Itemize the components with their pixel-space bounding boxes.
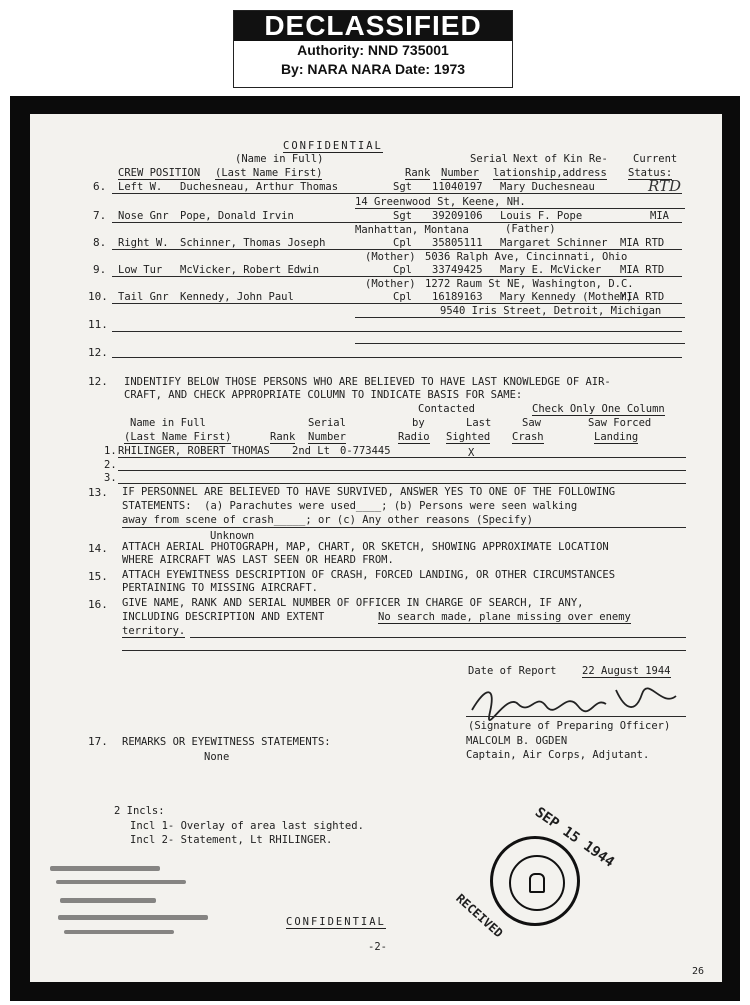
crew-address: 9540 Iris Street, Detroit, Michigan	[440, 305, 662, 317]
q12-saw: Saw	[522, 417, 541, 429]
crew-rank: Cpl	[393, 291, 412, 303]
row-number: 7.	[93, 209, 107, 222]
q12-serial: Serial	[308, 417, 346, 429]
item13-answer: Unknown	[210, 530, 255, 542]
crew-kin: Mary Duchesneau	[500, 181, 595, 193]
q12-number: Number	[308, 431, 346, 443]
crew-kin: Louis F. Pope	[500, 210, 583, 222]
officer-name: MALCOLM B. OGDEN	[466, 735, 568, 747]
item16-answer: territory.	[122, 625, 186, 637]
crew-address: 14 Greenwood St, Keene, NH.	[355, 196, 526, 208]
col-rank-header: Rank	[405, 167, 431, 179]
q12-row-number: 2.	[104, 459, 117, 471]
crew-status: MIA RTD	[620, 264, 665, 276]
col-crew-position-header: CREW POSITION	[118, 167, 201, 179]
stamp-by: By: NARA NARA Date: 1973	[280, 61, 466, 77]
crew-name: Pope, Donald Irvin	[180, 210, 294, 222]
q12-row-serial: 0-773445	[340, 445, 391, 457]
row-line	[112, 222, 682, 223]
item12-text: CRAFT, AND CHECK APPROPRIATE COLUMN TO INDICATE BASIS FOR SAME:	[124, 389, 523, 401]
crew-rank: Sgt	[393, 181, 412, 193]
crew-kin: Mary E. McVicker	[500, 264, 602, 276]
row-line	[122, 650, 686, 651]
crew-serial: 16189163	[432, 291, 483, 303]
crew-name: Duchesneau, Arthur Thomas	[180, 181, 339, 193]
row-line	[118, 470, 686, 471]
item-number: 14.	[88, 542, 108, 555]
col-kin-header: Next of Kin Re-	[513, 153, 608, 165]
q12-row-name: RHILINGER, ROBERT THOMAS	[118, 445, 270, 457]
item16-text: GIVE NAME, RANK AND SERIAL NUMBER OF OFFICER IN CHARGE OF SEARCH, IF ANY,	[122, 597, 584, 609]
row-number: 9.	[93, 263, 107, 276]
crew-position: Nose Gnr	[118, 210, 169, 222]
crew-relation: (Mother)	[365, 278, 416, 290]
q12-crash: Crash	[512, 431, 544, 443]
row-line	[112, 357, 682, 358]
q12-landing: Landing	[594, 431, 639, 443]
row-line	[355, 343, 685, 344]
item16-answer: No search made, plane missing over enemy	[378, 611, 631, 623]
q12-saw-forced: Saw Forced	[588, 417, 652, 429]
page-number: -2-	[368, 941, 387, 953]
item14-text: WHERE AIRCRAFT WAS LAST SEEN OR HEARD FROM.	[122, 554, 394, 566]
received-date: SEP 15 1944	[531, 804, 618, 871]
row-line	[112, 193, 682, 194]
row-line	[112, 249, 682, 250]
row-line	[355, 208, 685, 209]
q12-radio: Radio	[398, 431, 430, 443]
crew-serial: 39209106	[432, 210, 483, 222]
q12-row-number: 1.	[104, 445, 117, 457]
crew-kin: Mary Kennedy (Mother)	[500, 291, 633, 303]
faded-mark	[64, 930, 174, 934]
row-number: 12.	[88, 346, 108, 359]
crew-position: Right W.	[118, 237, 169, 249]
col-number-header: Number	[441, 167, 479, 179]
q12-check: Check Only One Column	[532, 403, 665, 415]
item16-text: INCLUDING DESCRIPTION AND EXTENT	[122, 611, 325, 623]
q12-name-full: Name in Full	[130, 417, 206, 429]
crew-position: Tail Gnr	[118, 291, 169, 303]
item15-text: PERTAINING TO MISSING AIRCRAFT.	[122, 582, 318, 594]
stamp-title: DECLASSIFIED	[234, 11, 512, 41]
crew-address: 1272 Raum St NE, Washington, D.C.	[425, 278, 634, 290]
faded-mark	[50, 866, 160, 871]
item17-answer: None	[204, 751, 230, 763]
crew-status: RTD	[648, 177, 682, 195]
crew-status: MIA RTD	[620, 237, 665, 249]
item-number: 13.	[88, 486, 108, 499]
stamp-emblem-icon	[529, 873, 545, 893]
corner-number: 26	[692, 966, 705, 977]
crew-rank: Cpl	[393, 264, 412, 276]
received-label: RECEIVED	[453, 891, 506, 941]
officer-title: Captain, Air Corps, Adjutant.	[466, 749, 650, 761]
col-serial-header: Serial	[470, 153, 508, 165]
row-number: 10.	[88, 290, 108, 303]
crew-relation: (Father)	[505, 223, 556, 235]
row-line	[118, 483, 686, 484]
col-last-first-header: (Last Name First)	[215, 167, 323, 179]
crew-rank: Sgt	[393, 210, 412, 222]
inclosures-heading: 2 Incls:	[114, 805, 165, 817]
crew-serial: 35805111	[432, 237, 483, 249]
crew-serial: 11040197	[432, 181, 483, 193]
crew-status: MIA	[650, 210, 669, 222]
q12-last-first: (Last Name First)	[124, 431, 232, 443]
faded-mark	[56, 880, 186, 884]
item13-text: IF PERSONNEL ARE BELIEVED TO HAVE SURVIVED, ANSWER YES TO ONE OF THE FOLLOWING	[122, 486, 616, 498]
crew-serial: 33749425	[432, 264, 483, 276]
q12-row-number: 3.	[104, 472, 117, 484]
q12-rank: Rank	[270, 431, 296, 443]
stamp-authority: Authority: NND 735001	[297, 42, 449, 58]
item12-text: INDENTIFY BELOW THOSE PERSONS WHO ARE BELIEVED TO HAVE LAST KNOWLEDGE OF AIR-	[124, 376, 611, 388]
footer-confidential: CONFIDENTIAL	[286, 916, 386, 928]
signature-caption: (Signature of Preparing Officer)	[468, 720, 671, 732]
row-line	[190, 637, 686, 638]
row-number: 8.	[93, 236, 107, 249]
signature-line	[466, 716, 686, 717]
crew-address: Manhattan, Montana	[355, 224, 469, 236]
crew-status: MIA RTD	[620, 291, 665, 303]
item-number: 16.	[88, 598, 108, 611]
crew-kin: Margaret Schinner	[500, 237, 608, 249]
header-confidential: CONFIDENTIAL	[283, 140, 383, 152]
col-current-header: Current	[633, 153, 678, 165]
row-line	[112, 303, 682, 304]
crew-position: Low Tur	[118, 264, 163, 276]
received-stamp	[490, 836, 580, 926]
row-line	[112, 276, 682, 277]
item13-text: away from scene of crash_____; or (c) Any other reasons (Specify)	[122, 514, 533, 526]
item14-text: ATTACH AERIAL PHOTOGRAPH, MAP, CHART, OR SKETCH, SHOWING APPROXIMATE LOCATION	[122, 541, 609, 553]
declassified-stamp	[233, 10, 513, 88]
q12-last: Last	[466, 417, 492, 429]
row-number: 11.	[88, 318, 108, 331]
crew-name: Schinner, Thomas Joseph	[180, 237, 326, 249]
date-value: 22 August 1944	[582, 665, 671, 677]
row-line	[112, 331, 682, 332]
crew-rank: Cpl	[393, 237, 412, 249]
item-number: 15.	[88, 570, 108, 583]
faded-mark	[58, 915, 208, 920]
item-number: 17.	[88, 735, 108, 748]
crew-address: 5036 Ralph Ave, Cincinnati, Ohio	[425, 251, 628, 263]
item17-text: REMARKS OR EYEWITNESS STATEMENTS:	[122, 736, 331, 748]
q12-by: by	[412, 417, 425, 429]
row-line	[118, 457, 686, 458]
crew-position: Left W.	[118, 181, 163, 193]
row-number: 6.	[93, 180, 107, 193]
col-name-header: (Name in Full)	[235, 153, 324, 165]
item15-text: ATTACH EYEWITNESS DESCRIPTION OF CRASH, FORCED LANDING, OR OTHER CIRCUMSTANCES	[122, 569, 616, 581]
crew-name: Kennedy, John Paul	[180, 291, 294, 303]
item-number: 12.	[88, 375, 108, 388]
q12-sighted: Sighted	[446, 431, 491, 443]
col-status-header: Status:	[628, 167, 673, 179]
col-relationship-header: lationship,address	[493, 167, 607, 179]
q12-row-rank: 2nd Lt	[292, 445, 330, 457]
inclosure-item: Incl 1- Overlay of area last sighted.	[130, 820, 364, 832]
q12-contacted: Contacted	[418, 403, 475, 415]
row-line	[122, 527, 686, 528]
inclosure-item: Incl 2- Statement, Lt RHILINGER.	[130, 834, 333, 846]
faded-mark	[60, 898, 156, 903]
row-line	[355, 317, 685, 318]
q12-row-mark: X	[468, 447, 475, 459]
crew-name: McVicker, Robert Edwin	[180, 264, 320, 276]
item13-text: STATEMENTS: (a) Parachutes were used____; (b) Persons were seen walking	[122, 500, 578, 512]
crew-relation: (Mother)	[365, 251, 416, 263]
date-label: Date of Report	[468, 665, 557, 677]
